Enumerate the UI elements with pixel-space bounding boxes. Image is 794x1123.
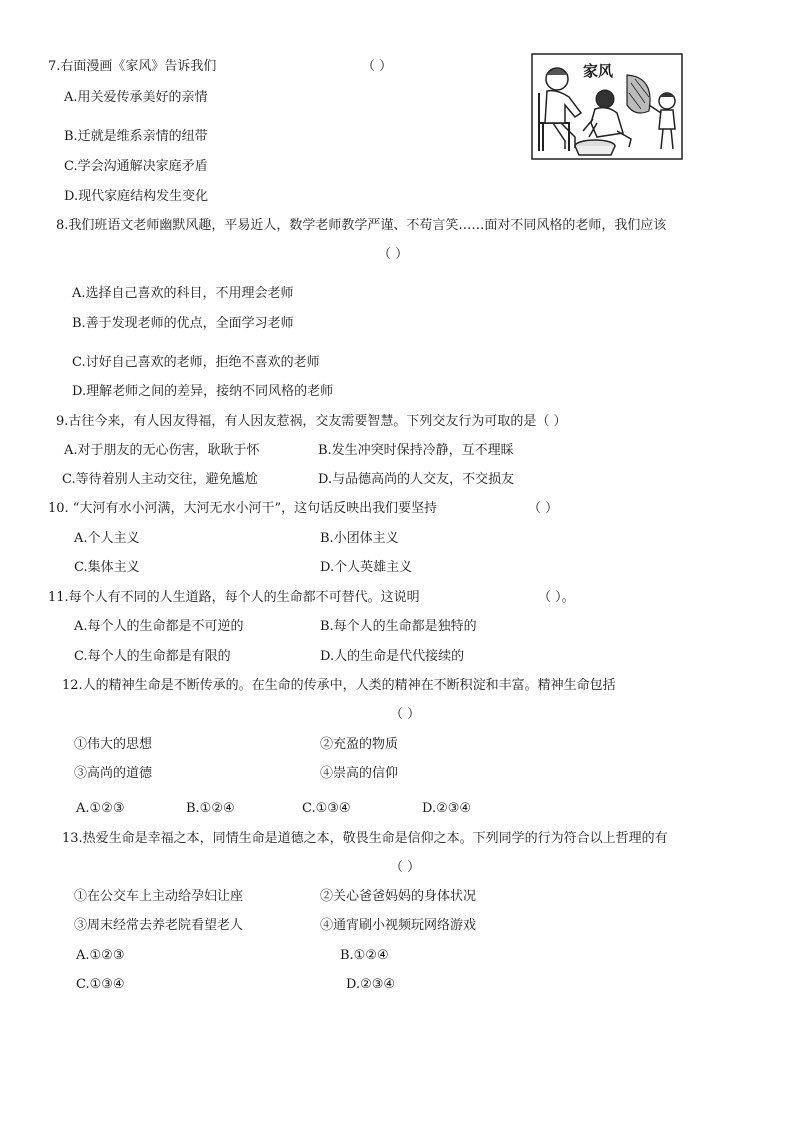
q12-item-2: ②充盈的物质 xyxy=(320,737,399,752)
q12-option-a: A.①②③ xyxy=(76,801,125,816)
q7-option-b: B.迁就是维系亲情的纽带 xyxy=(64,129,208,144)
q8-bracket: （ ） xyxy=(378,247,409,262)
q11-option-b: B.每个人的生命都是独特的 xyxy=(320,619,477,634)
q7-option-d: D.现代家庭结构发生变化 xyxy=(64,189,209,204)
q13-item-1: ①在公交车上主动给孕妇让座 xyxy=(74,889,244,904)
family-tradition-cartoon xyxy=(531,53,683,160)
q8-option-b: B.善于发现老师的优点，全面学习老师 xyxy=(72,316,294,331)
q12-item-1: ①伟大的思想 xyxy=(74,737,153,752)
q9-stem: 9.古往今来，有人因友得福，有人因友惹祸，交友需要智慧。下列交友行为可取的是（ ） xyxy=(56,414,567,429)
q10-option-b: B.小团体主义 xyxy=(320,531,399,546)
q8-stem: 8.我们班语文老师幽默风趣，平易近人，数学老师教学严谨、不苟言笑……面对不同风格的老师，我们应该 xyxy=(56,218,667,233)
q12-option-b: B.①②④ xyxy=(186,801,235,816)
q12-option-d: D.②③④ xyxy=(422,801,472,816)
q9-option-c: C.等待着别人主动交往，避免尴尬 xyxy=(62,472,258,487)
q12-stem: 12.人的精神生命是不断传承的。在生命的传承中，人类的精神在不断积淀和丰富。精神生命包括 xyxy=(62,678,616,693)
q13-option-b: B.①②④ xyxy=(340,948,389,963)
q12-bracket: （ ） xyxy=(390,707,421,722)
q12-item-3: ③高尚的道德 xyxy=(74,766,153,781)
q11-option-c: C.每个人的生命都是有限的 xyxy=(74,649,231,664)
q13-option-d: D.②③④ xyxy=(346,977,396,992)
q7-option-a: A.用关爱传承美好的亲情 xyxy=(64,90,208,105)
q9-option-d: D.与品德高尚的人交友，不交损友 xyxy=(318,472,515,487)
q11-option-d: D.人的生命是代代接续的 xyxy=(320,649,465,664)
q9-option-b: B.发生冲突时保持冷静，互不理睬 xyxy=(318,443,514,458)
q10-bracket: （ ） xyxy=(528,501,559,516)
q11-stem: 11.每个人有不同的人生道路，每个人的生命都不可替代。这说明 xyxy=(48,590,420,605)
q12-option-c: C.①③④ xyxy=(302,801,351,816)
q10-option-a: A.个人主义 xyxy=(74,531,140,546)
q13-item-2: ②关心爸爸妈妈的身体状况 xyxy=(320,889,477,904)
q11-bracket: （ ）。 xyxy=(538,590,575,605)
q10-option-d: D.个人英雄主义 xyxy=(320,560,413,575)
q10-option-c: C.集体主义 xyxy=(74,560,140,575)
q7-stem: 7.右面漫画《家风》告诉我们 xyxy=(48,59,217,74)
q8-option-c: C.讨好自己喜欢的老师，拒绝不喜欢的老师 xyxy=(72,355,320,370)
q8-option-a: A.选择自己喜欢的科目，不用理会老师 xyxy=(72,286,294,301)
q12-item-4: ④崇高的信仰 xyxy=(320,766,399,781)
q7-option-c: C.学会沟通解决家庭矛盾 xyxy=(64,159,208,174)
q13-item-4: ④通宵刷小视频玩网络游戏 xyxy=(320,918,477,933)
q13-item-3: ③周末经常去养老院看望老人 xyxy=(74,918,244,933)
q11-option-a: A.每个人的生命都是不可逆的 xyxy=(74,619,244,634)
q9-option-a: A.对于朋友的无心伤害，耿耿于怀 xyxy=(64,443,260,458)
q13-option-c: C.①③④ xyxy=(76,977,125,992)
q8-option-d: D.理解老师之间的差异，接纳不同风格的老师 xyxy=(72,384,334,399)
q13-bracket: （ ） xyxy=(390,860,421,875)
q7-bracket: （ ） xyxy=(362,59,393,74)
cartoon-caption: 家风 xyxy=(583,62,614,80)
q13-stem: 13.热爱生命是幸福之本，同情生命是道德之本，敬畏生命是信仰之本。下列同学的行为符合以上哲理的有 xyxy=(62,831,668,846)
q10-stem: 10. “大河有水小河满，大河无水小河干”，这句话反映出我们要坚持 xyxy=(48,501,438,516)
q13-option-a: A.①②③ xyxy=(76,948,125,963)
